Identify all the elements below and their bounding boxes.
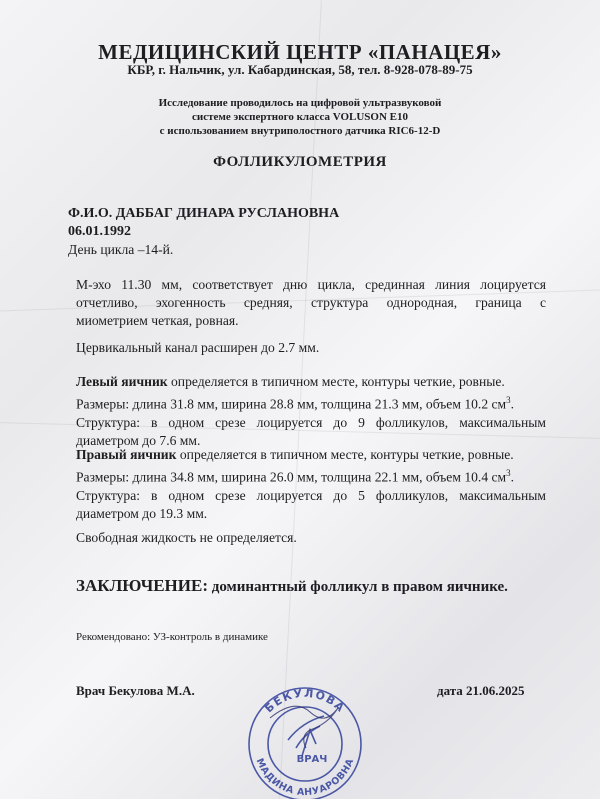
right-ovary-sizes-end: . [510, 469, 515, 485]
m-echo-line: М-эхо 11.30 мм, соответствует дню цикла, срединная линия лоцируется [76, 277, 546, 292]
left-ovary-sizes: Размеры: длина 31.8 мм, ширина 28.8 мм, толщина 21.3 мм, объем 10.2 см [76, 396, 507, 412]
report-title: ФОЛЛИКУЛОМЕТРИЯ [213, 154, 387, 170]
study-line: с использованием внутриполостного датчика RIC6-12-D [159, 125, 441, 137]
study-line: системе экспертного класса VOLUSON E10 [191, 111, 409, 123]
stamp-emblem-icon [288, 716, 324, 756]
right-ovary-position: определяется в типичном месте, контуры четкие, ровные. [176, 447, 514, 462]
stamp-bottom-text: МАДИНА АНУАРОВНА [253, 756, 357, 799]
right-ovary-structure: Структура: в одном срезе лоцируется до 5 фолликулов, максимальным [76, 487, 546, 503]
patient-name: Ф.И.О. ДАББАГ ДИНАРА РУСЛАНОВНА [68, 206, 340, 221]
right-ovary-structure-cont: диаметром до 19.3 мм. [76, 505, 208, 521]
stamp-center-text: ВРАЧ [296, 754, 328, 765]
left-ovary-section [76, 373, 546, 450]
conclusion [76, 576, 508, 596]
left-ovary-position: определяется в типичном месте, контуры четкие, ровные. [167, 374, 505, 389]
left-ovary-sizes-end: . [510, 396, 515, 412]
conclusion-label: ЗАКЛЮЧЕНИЕ: [76, 576, 208, 595]
clinic-address: КБР, г. Нальчик, ул. Кабардинская, 58, тел. 8-928-078-89-75 [127, 62, 473, 77]
left-ovary-label: Левый яичник [76, 374, 168, 389]
right-ovary-label: Правый яичник [76, 447, 177, 462]
clinic-name: МЕДИЦИНСКИЙ ЦЕНТР «ПАНАЦЕЯ» [98, 40, 502, 64]
cycle-day: День цикла –14-й. [68, 242, 174, 257]
right-ovary-volume-unit-exp: 3 [506, 468, 511, 478]
left-ovary-structure-cont: диаметром до 7.6 мм. [76, 432, 201, 448]
recommendation: Рекомендовано: УЗ-контроль в динамике [76, 631, 268, 643]
m-echo-paragraph [76, 276, 546, 330]
signature-icon [270, 706, 338, 748]
m-echo-line: миометрием четкая, ровная. [76, 313, 239, 328]
cervical-canal: Цервикальный канал расширен до 2.7 мм. [76, 340, 320, 355]
left-ovary-structure: Структура: в одном срезе лоцируется до 9 фолликулов, максимальным [76, 414, 546, 430]
free-fluid: Свободная жидкость не определяется. [76, 530, 297, 545]
patient-birth-date: 06.01.1992 [68, 224, 131, 239]
study-line: Исследование проводилось на цифровой ультразвуковой [158, 97, 442, 109]
right-ovary-section [76, 446, 546, 523]
left-ovary-volume-unit-exp: 3 [506, 395, 511, 405]
m-echo-line: отчетливо, эхогенность средняя, структура однородная, граница с [76, 295, 546, 310]
report-date: дата 21.06.2025 [437, 683, 525, 698]
conclusion-text: доминантный фолликул в правом яичнике. [208, 579, 508, 595]
study-equipment [0, 96, 600, 138]
right-ovary-sizes: Размеры: длина 34.8 мм, ширина 26.0 мм, толщина 22.1 мм, объем 10.4 см [76, 469, 507, 485]
doctor-stamp [240, 678, 370, 799]
doctor-name: Врач Бекулова М.А. [76, 683, 195, 698]
stamp-top-text: БЕКУЛОВА [262, 686, 348, 716]
